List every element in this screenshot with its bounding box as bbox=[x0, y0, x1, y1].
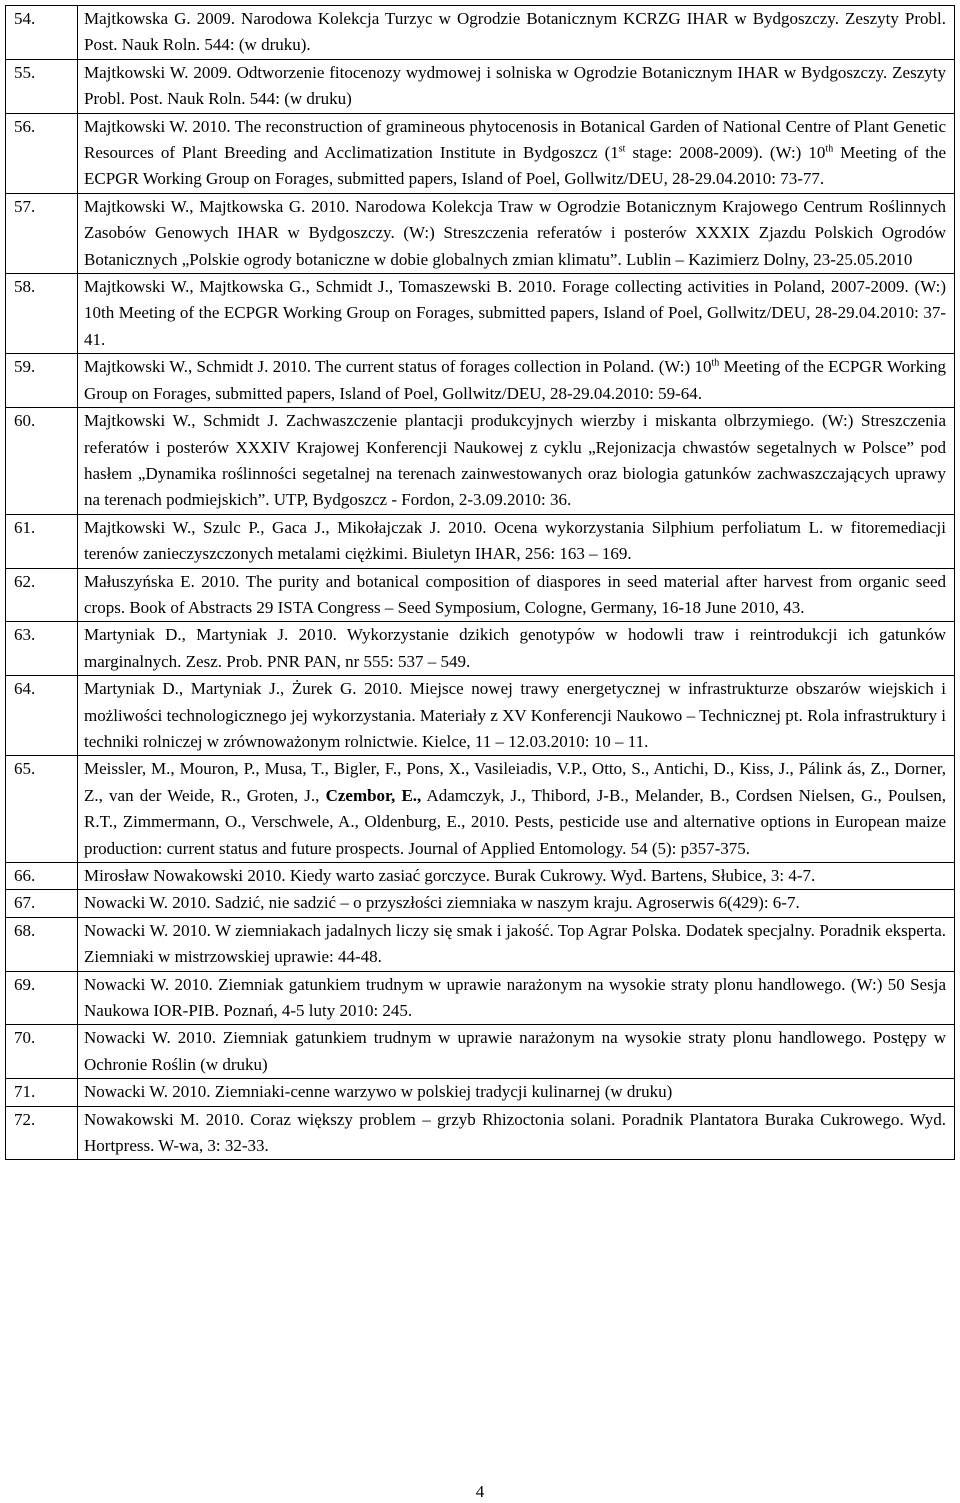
reference-text: Majtkowski W., Schmidt J. Zachwaszczenie plantacji produkcyjnych wierzby i miskanta olbrzymiego. (W:) Streszczenia referatów i posterów XXXIV Krajowej Konferencji Naukowej z cyklu „Rejonizacja chwastów segetalnych w Polsce” pod hasłem „Dynamika roślinności segetalnej na terenach zainwestowanych oraz biologia gatunków zachwaszczających uprawy na terenach podmiejskich”. UTP, Bydgoszcz - Fordon, 2-3.09.2010: 36. bbox=[78, 408, 955, 515]
reference-number: 57. bbox=[6, 193, 78, 273]
reference-number: 59. bbox=[6, 354, 78, 408]
reference-row-61 bbox=[6, 514, 955, 568]
reference-row-67 bbox=[6, 890, 955, 917]
reference-text: Nowakowski M. 2010. Coraz większy problem – grzyb Rhizoctonia solani. Poradnik Plantatora Buraka Cukrowego. Wyd. Hortpress. W-wa, 3: 32-33. bbox=[78, 1106, 955, 1160]
reference-table bbox=[5, 5, 955, 1160]
reference-text-part: Majtkowski W. 2010. The reconstruction of gramineous phytocenosis in Botanical Garden of National Centre of Plant Genetic Resources of Plant Breeding and Acclimatization Institute in Bydgoszcz (1 bbox=[84, 116, 946, 163]
reference-text: Nowacki W. 2010. Sadzić, nie sadzić – o przyszłości ziemniaka w naszym kraju. Agroserwis 6(429): 6-7. bbox=[78, 890, 955, 917]
reference-text bbox=[78, 354, 955, 408]
reference-text: Majtkowski W., Majtkowska G., Schmidt J., Tomaszewski B. 2010. Forage collecting activities in Poland, 2007-2009. (W:) 10th Meeting of the ECPGR Working Group on Forages, submitted papers, Island of Poel, Gollwitz/DEU, 28-29.04.2010: 37-41. bbox=[78, 274, 955, 354]
reference-text: Majtkowski W. 2009. Odtworzenie fitocenozy wydmowej i solniska w Ogrodzie Botanicznym IHAR w Bydgoszczy. Zeszyty Probl. Post. Nauk Roln. 544: (w druku) bbox=[78, 59, 955, 113]
reference-text: Mirosław Nowakowski 2010. Kiedy warto zasiać gorczyce. Burak Cukrowy. Wyd. Bartens, Słubice, 3: 4-7. bbox=[78, 863, 955, 890]
reference-row-63 bbox=[6, 622, 955, 676]
reference-row-69 bbox=[6, 971, 955, 1025]
reference-row-72 bbox=[6, 1106, 955, 1160]
reference-number: 69. bbox=[6, 971, 78, 1025]
reference-number: 68. bbox=[6, 917, 78, 971]
reference-number: 60. bbox=[6, 408, 78, 515]
reference-row-71 bbox=[6, 1079, 955, 1106]
reference-text: Nowacki W. 2010. Ziemniak gatunkiem trudnym w uprawie narażonym na wysokie straty plonu handlowego. (W:) 50 Sesja Naukowa IOR-PIB. Poznań, 4-5 luty 2010: 245. bbox=[78, 971, 955, 1025]
reference-row-55 bbox=[6, 59, 955, 113]
page-number: 4 bbox=[475, 1482, 485, 1501]
reference-number: 61. bbox=[6, 514, 78, 568]
reference-text-part: Meeting of the ECPGR Working Group on Forages, submitted papers, Island of Poel, Gollwitz/DEU, 28-29.04.2010: 59-64. bbox=[84, 357, 947, 403]
reference-number: 56. bbox=[6, 113, 78, 193]
reference-row-54 bbox=[6, 6, 955, 60]
reference-row-68 bbox=[6, 917, 955, 971]
reference-number: 71. bbox=[6, 1079, 78, 1106]
reference-text: Majtkowska G. 2009. Narodowa Kolekcja Turzyc w Ogrodzie Botanicznym KCRZG IHAR w Bydgoszczy. Zeszyty Probl. Post. Nauk Roln. 544: (w druku). bbox=[78, 6, 955, 60]
reference-text: Nowacki W. 2010. Ziemniaki-cenne warzywo w polskiej tradycji kulinarnej (w druku) bbox=[78, 1079, 955, 1106]
reference-number: 62. bbox=[6, 568, 78, 622]
reference-text: Nowacki W. 2010. W ziemniakach jadalnych liczy się smak i jakość. Top Agrar Polska. Dodatek specjalny. Poradnik eksperta. Ziemniaki w mistrzowskiej uprawie: 44-48. bbox=[78, 917, 955, 971]
reference-text-part: Adamczyk, J., Thibord, J-B., Melander, B., Cordsen Nielsen, G., Poulsen, R.T., Zimmermann, O., Verschwele, A., Oldenburg, E., 2010. Pests, pesticide use and alternative options in European maize production: current status and future prospects. Journal of Applied Entomology. 54 (5): p357-375. bbox=[84, 785, 946, 858]
reference-number: 58. bbox=[6, 274, 78, 354]
reference-number: 65. bbox=[6, 756, 78, 863]
reference-text: Majtkowski W., Szulc P., Gaca J., Mikołajczak J. 2010. Ocena wykorzystania Silphium perfoliatum L. w fitoremediacji terenów zanieczyszczonych metalami ciężkimi. Biuletyn IHAR, 256: 163 – 169. bbox=[78, 514, 955, 568]
reference-row-58 bbox=[6, 274, 955, 354]
ordinal-superscript: th bbox=[825, 143, 834, 155]
reference-row-65 bbox=[6, 756, 955, 863]
reference-text-part: Meeting of the ECPGR Working Group on Forages, submitted papers, Island of Poel, Gollwitz/DEU, 28-29.04.2010: 73-77. bbox=[84, 143, 946, 189]
reference-text: Majtkowski W., Majtkowska G. 2010. Narodowa Kolekcja Traw w Ogrodzie Botanicznym Krajowego Centrum Roślinnych Zasobów Genowych IHAR w Bydgoszczy. (W:) Streszczenia referatów i posterów XXXIX Zjazdu Polskich Ogrodów Botanicznych „Polskie ogrody botaniczne w dobie globalnych zmian klimatu”. Lublin – Kazimierz Dolny, 23-25.05.2010 bbox=[78, 193, 955, 273]
reference-text bbox=[78, 113, 955, 193]
reference-row-64 bbox=[6, 676, 955, 756]
reference-text bbox=[78, 756, 955, 863]
reference-number: 66. bbox=[6, 863, 78, 890]
reference-number: 67. bbox=[6, 890, 78, 917]
reference-row-60 bbox=[6, 408, 955, 515]
reference-number: 64. bbox=[6, 676, 78, 756]
reference-text: Małuszyńska E. 2010. The purity and botanical composition of diaspores in seed material after harvest from organic seed crops. Book of Abstracts 29 ISTA Congress – Seed Symposium, Cologne, Germany, 16-18 June 2010, 43. bbox=[78, 568, 955, 622]
reference-number: 54. bbox=[6, 6, 78, 60]
reference-number: 63. bbox=[6, 622, 78, 676]
reference-text: Martyniak D., Martyniak J. 2010. Wykorzystanie dzikich genotypów w hodowli traw i reintrodukcji ich gatunków marginalnych. Zesz. Prob. PNR PAN, nr 555: 537 – 549. bbox=[78, 622, 955, 676]
reference-row-59 bbox=[6, 354, 955, 408]
reference-row-62 bbox=[6, 568, 955, 622]
highlighted-author: Czembor, E., bbox=[325, 785, 422, 805]
reference-row-57 bbox=[6, 193, 955, 273]
reference-number: 55. bbox=[6, 59, 78, 113]
reference-number: 70. bbox=[6, 1025, 78, 1079]
ordinal-superscript: th bbox=[711, 357, 720, 369]
reference-text-part: Meissler, M., Mouron, P., Musa, T., Bigler, F., Pons, X., Vasileiadis, V.P., Otto, S., Antichi, D., Kiss, J., Pálink ás, Z., Dorner, Z., van der Weide, R., Groten, J., bbox=[84, 759, 946, 805]
ordinal-superscript: st bbox=[618, 143, 626, 155]
reference-text: Nowacki W. 2010. Ziemniak gatunkiem trudnym w uprawie narażonym na wysokie straty plonu handlowego. Postępy w Ochronie Roślin (w druku) bbox=[78, 1025, 955, 1079]
reference-row-56 bbox=[6, 113, 955, 193]
reference-text-part: stage: 2008-2009). (W:) 10 bbox=[625, 143, 826, 163]
reference-text-part: Majtkowski W., Schmidt J. 2010. The current status of forages collection in Poland. (W:) 10 bbox=[84, 357, 712, 377]
reference-row-70 bbox=[6, 1025, 955, 1079]
reference-text: Martyniak D., Martyniak J., Żurek G. 2010. Miejsce nowej trawy energetycznej w infrastrukturze obszarów wiejskich i możliwości technologicznego jej wykorzystania. Materiały z XV Konferencji Naukowo – Technicznej pt. Rola infrastruktury i techniki rolniczej w zrównoważonym rolnictwie. Kielce, 11 – 12.03.2010: 10 – 11. bbox=[78, 676, 955, 756]
reference-number: 72. bbox=[6, 1106, 78, 1160]
reference-row-66 bbox=[6, 863, 955, 890]
